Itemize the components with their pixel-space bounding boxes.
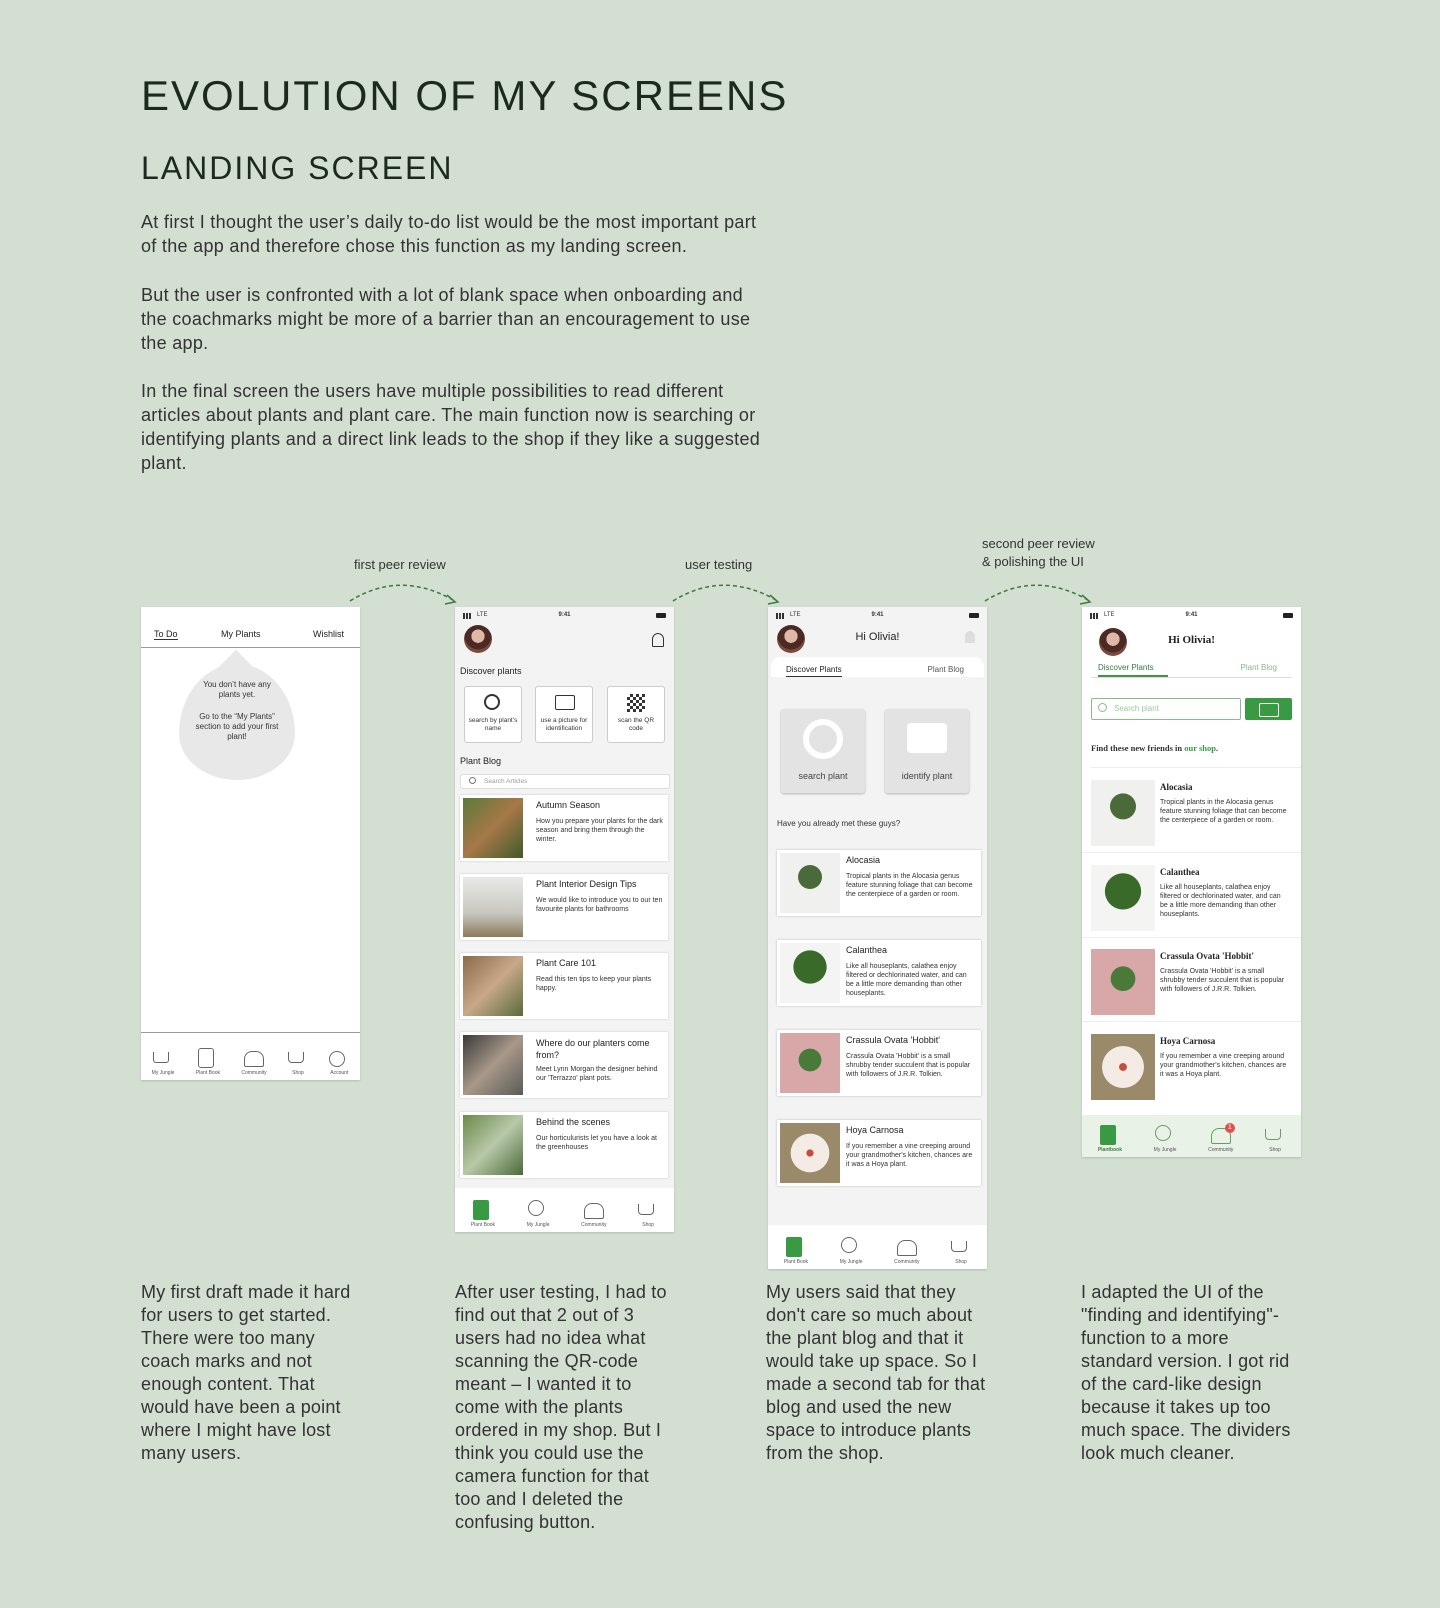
camera-icon xyxy=(555,695,575,710)
our-shop-link[interactable]: our shop xyxy=(1184,743,1217,753)
tool-qr-button[interactable]: scan the QR code xyxy=(607,686,665,743)
coachmark-bubble xyxy=(179,664,295,780)
article-card[interactable]: Behind the scenes Our horticulurists let you have a look at the greenhouses xyxy=(460,1112,668,1178)
nav-community[interactable]: Community xyxy=(894,1237,919,1265)
status-bar: LTE 9:41 xyxy=(1082,611,1301,621)
search-icon xyxy=(484,694,500,710)
status-bar: LTE 9:41 xyxy=(455,611,674,621)
article-card[interactable]: Where do our planters come from? Meet Lynn Morgan the designer behind our 'Terrazzo' plant pots. xyxy=(460,1032,668,1098)
status-bar: LTE 9:41 xyxy=(768,611,987,621)
bell-icon[interactable] xyxy=(652,633,664,647)
discover-title: Discover plants xyxy=(460,666,522,676)
nav-shop[interactable]: Shop xyxy=(288,1048,308,1076)
nav-my-jungle[interactable]: My Jungle xyxy=(1154,1125,1177,1153)
nav-plant-book[interactable]: Plant Book xyxy=(196,1048,220,1076)
tool-search-button[interactable]: search by plant’s name xyxy=(464,686,522,743)
camera-icon xyxy=(1259,703,1279,717)
screen4-bottom-nav xyxy=(1082,1115,1301,1157)
article-card[interactable]: Autumn Season How you prepare your plants for the dark season and bring them through the winter. xyxy=(460,795,668,861)
find-friends-text: Find these new friends in our shop. xyxy=(1091,743,1219,753)
tab-plant-blog[interactable]: Plant Blog xyxy=(927,665,964,674)
greeting: Hi Olivia! xyxy=(1168,634,1215,646)
nav-plant-book[interactable]: Plant Book xyxy=(784,1237,808,1265)
avatar[interactable] xyxy=(464,625,492,653)
caption-3: My users said that they don't care so much about the plant blog and that it would take up space. So I made a second tab for that blog and used the new space to introduce plants from the shop. xyxy=(766,1282,986,1463)
nav-shop[interactable]: Shop xyxy=(1265,1125,1285,1153)
arrow-1 xyxy=(345,578,465,608)
screen3-tabs xyxy=(771,657,984,677)
screen3-bottom-nav xyxy=(768,1225,987,1269)
nav-my-jungle[interactable]: My Jungle xyxy=(840,1237,863,1265)
screen-4 xyxy=(1082,607,1301,1157)
plant-card[interactable]: Calanthea Like all houseplants, calathea enjoy filtered or dechlorinated water, and can be a little more demanding than other houseplants. xyxy=(777,940,981,1006)
greeting: Hi Olivia! xyxy=(855,631,900,643)
arrow-2 xyxy=(668,578,788,608)
intro-paragraph-3: In the final screen the users have multiple possibilities to read different articles about plants and plant care. The main function now is searching or identifying plants and a direct link leads to the shop if they like a suggested plant. xyxy=(141,381,761,473)
camera-button[interactable] xyxy=(1245,698,1292,720)
nav-community[interactable]: Community xyxy=(581,1200,606,1228)
screen2-bottom-nav xyxy=(455,1188,674,1232)
caption-4: I adapted the UI of the "finding and identifying"-function to a more standard version. I got rid of the card-like design because it takes up too much space. The dividers look much cleaner. xyxy=(1081,1282,1291,1463)
nav-my-jungle[interactable]: My Jungle xyxy=(152,1048,175,1076)
qr-code-icon xyxy=(627,694,645,712)
search-plant-input[interactable]: Search plant xyxy=(1091,698,1241,720)
screen-1 xyxy=(141,607,360,1080)
search-icon xyxy=(803,719,843,759)
screen1-bottom-nav xyxy=(141,1032,360,1080)
nav-account[interactable]: Account xyxy=(329,1048,349,1076)
screen-3 xyxy=(768,607,987,1269)
camera-icon xyxy=(907,723,947,753)
caption-1: My first draft made it hard for users to get started. There were too many coach marks and not enough content. That would have been a point where I might have lost many users. xyxy=(141,1282,351,1463)
bell-icon[interactable] xyxy=(965,631,975,643)
caption-2: After user testing, I had to find out that 2 out of 3 users had no idea what scanning the QR-code meant – I wanted it to come with the plants ordered in my shop. But I think you could use the camera function for that too and I deleted the confusing button. xyxy=(455,1282,667,1532)
nav-community[interactable]: 1 Community xyxy=(1208,1124,1234,1153)
intro-paragraph-1: At first I thought the user’s daily to-do list would be the most important part of the app and therefore chose this function as my landing screen. xyxy=(141,212,757,256)
nav-shop[interactable]: Shop xyxy=(951,1237,971,1265)
search-icon xyxy=(1098,703,1107,712)
tab-plant-blog[interactable]: Plant Blog xyxy=(1240,663,1277,672)
tab-wishlist[interactable]: Wishlist xyxy=(313,629,344,639)
plant-row[interactable]: Hoya Carnosa If you remember a vine creeping around your grandmother's kitchen, chances are it was a Hoya plant. xyxy=(1082,1026,1301,1106)
tab-todo[interactable]: To Do xyxy=(154,629,178,639)
intro-paragraph-2: But the user is confronted with a lot of blank space when onboarding and the coachmarks might be more of a barrier than an encouragement to use the app. xyxy=(141,285,751,353)
section-title: LANDING SCREEN xyxy=(141,150,454,186)
search-icon xyxy=(469,777,476,784)
arrow-3 xyxy=(980,578,1100,608)
nav-my-jungle[interactable]: My Jungle xyxy=(527,1200,550,1228)
blog-title: Plant Blog xyxy=(460,756,502,766)
screen4-tabs xyxy=(1091,661,1292,678)
plant-card[interactable]: Alocasia Tropical plants in the Alocasia genus feature stunning foliage that can become the centerpiece of a garden or room. xyxy=(777,850,981,916)
notification-badge: 1 xyxy=(1225,1123,1235,1133)
search-plant-button[interactable]: search plant xyxy=(781,709,865,793)
arrow-label-1: first peer review xyxy=(354,557,446,572)
screen-2 xyxy=(455,607,674,1232)
arrow-label-3: second peer review & polishing the UI xyxy=(982,536,1095,569)
arrow-label-2: user testing xyxy=(685,557,753,572)
plant-row[interactable]: Calanthea Like all houseplants, calathea enjoy filtered or dechlorinated water, and can be a little more demanding than other houseplants. xyxy=(1082,857,1301,938)
plant-row[interactable]: Crassula Ovata 'Hobbit' Crassula Ovata 'Hobbit' is a small shrubby tender succulent that is popular with followers of J.R.R. Tolkien. xyxy=(1082,941,1301,1022)
nav-shop[interactable]: Shop xyxy=(638,1200,658,1228)
coachmark-text-2: Go to the “My Plants” section to add your first plant! xyxy=(195,712,279,741)
tab-discover-plants[interactable]: Discover Plants xyxy=(1098,663,1168,677)
coachmark-text-1: You don’t have any plants yet. xyxy=(203,680,271,699)
search-articles-input[interactable]: Search Articles xyxy=(460,774,670,789)
page-title: EVOLUTION OF MY SCREENS xyxy=(141,72,789,119)
identify-plant-button[interactable]: identify plant xyxy=(885,709,969,793)
tab-my-plants[interactable]: My Plants xyxy=(221,629,261,639)
article-card[interactable]: Plant Care 101 Read this ten tips to keep your plants happy. xyxy=(460,953,668,1019)
nav-plant-book[interactable]: Plant Book xyxy=(471,1200,495,1228)
plant-card[interactable]: Hoya Carnosa If you remember a vine creeping around your grandmother's kitchen, chances are it was a Hoya plant. xyxy=(777,1120,981,1186)
nav-community[interactable]: Community xyxy=(241,1048,266,1076)
tab-discover-plants[interactable]: Discover Plants xyxy=(786,665,842,677)
tool-camera-button[interactable]: use a picture for identification xyxy=(535,686,593,743)
nav-plantbook[interactable]: Plantbook xyxy=(1098,1125,1122,1153)
plant-row[interactable]: Alocasia Tropical plants in the Alocasia genus feature stunning foliage that can become the centerpiece of a garden or room. xyxy=(1082,772,1301,853)
article-card[interactable]: Plant Interior Design Tips We would like to introduce you to our ten favourite plants for bathrooms xyxy=(460,874,668,940)
met-title: Have you already met these guys? xyxy=(777,819,901,828)
plant-card[interactable]: Crassula Ovata 'Hobbit' Crassula Ovata 'Hobbit' is a small shrubby tender succulent that is popular with followers of J.R.R. Tolkien. xyxy=(777,1030,981,1096)
screen1-tabs xyxy=(141,625,360,648)
